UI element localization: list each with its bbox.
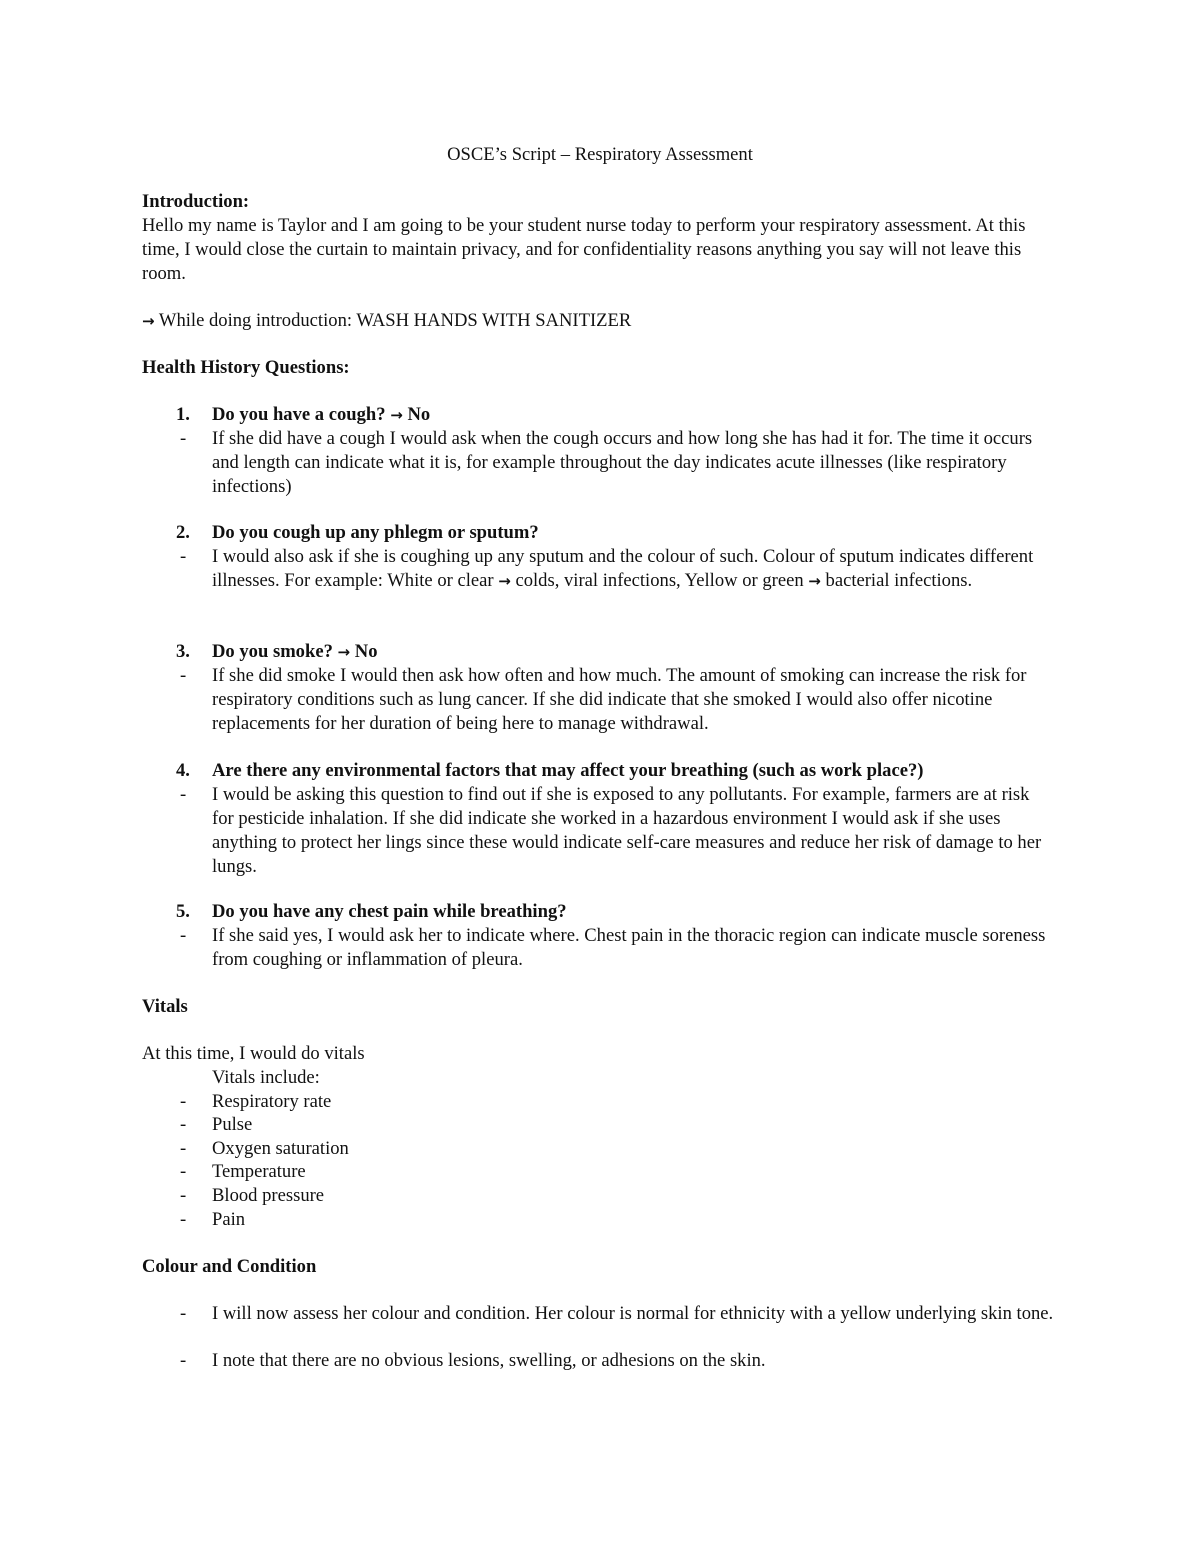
question-text: Do you have a cough? → No: [212, 404, 431, 425]
question-number: 2.: [176, 522, 190, 543]
question-answer: No: [354, 641, 378, 662]
question-note: If she did have a cough I would ask when the cough occurs and how long she has had it for. The time it occurs and length can indicate what it is, for example throughout the day indicates acute illnesses (like respiratory infections): [212, 428, 1033, 497]
right-arrow-icon: →: [337, 643, 351, 661]
list-item: - Pain: [180, 1209, 246, 1230]
list-item: - Oxygen saturation: [180, 1138, 349, 1159]
vitals-item: Temperature: [212, 1161, 306, 1182]
question-number: 5.: [176, 901, 190, 922]
right-arrow-icon: →: [390, 406, 403, 424]
list-item: - I will now assess her colour and condition. Her colour is normal for ethnicity with a yellow underlying skin tone.: [180, 1303, 1054, 1324]
vitals-heading: Vitals: [142, 996, 188, 1017]
hand-wash-text: While doing introduction: WASH HANDS WITH SANITIZER: [158, 310, 632, 331]
right-arrow-icon: →: [142, 312, 155, 330]
right-arrow-icon: →: [808, 572, 821, 590]
health-history-heading: Health History Questions:: [142, 357, 350, 378]
vitals-item: Pain: [212, 1209, 246, 1230]
list-item: - Blood pressure: [180, 1185, 325, 1206]
list-item: - I would be asking this question to find out if she is exposed to any pollutants. For example, farmers are at risk for pesticide inhalation. If she did indicate she worked in a hazardous environment I would ask if she uses anything to protect her lings since these would indicate self-care measures and reduce her risk of damage to her lungs.: [180, 784, 1042, 877]
list-item: - If she said yes, I would ask her to indicate where. Chest pain in the thoracic region can indicate muscle soreness from coughing or inflammation of pleura.: [180, 925, 1046, 970]
colour-condition-heading: Colour and Condition: [142, 1256, 317, 1277]
vitals-include-label: Vitals include:: [212, 1067, 320, 1088]
question-number: 3.: [176, 641, 190, 662]
list-item: - If she did smoke I would then ask how often and how much. The amount of smoking can increase the risk for respiratory conditions such as lung cancer. If she did indicate that she smoked I would also offer nicotine replacements for her duration of being here to manage withdrawal.: [180, 665, 1027, 734]
question-number: 1.: [176, 404, 190, 425]
right-arrow-icon: →: [498, 572, 511, 590]
list-item: - Pulse: [180, 1114, 253, 1135]
introduction-heading: Introduction:: [142, 191, 250, 212]
question-number: 4.: [176, 760, 190, 781]
question-note: If she did smoke I would then ask how often and how much. The amount of smoking can increase the risk for respiratory conditions such as lung cancer. If she did indicate that she smoked I would also offer nicotine replacements for her duration of being here to manage withdrawal.: [212, 665, 1027, 734]
question-note: If she said yes, I would ask her to indicate where. Chest pain in the thoracic region can indicate muscle soreness from coughing or inflammation of pleura.: [212, 925, 1046, 970]
list-item: - If she did have a cough I would ask when the cough occurs and how long she has had it for. The time it occurs and length can indicate what it is, for example throughout the day indicates acute illnesses (like respiratory infections): [180, 428, 1033, 497]
colour-condition-note: I will now assess her colour and condition. Her colour is normal for ethnicity with a yellow underlying skin tone.: [212, 1303, 1054, 1324]
vitals-item: Oxygen saturation: [212, 1138, 349, 1159]
list-item: - I note that there are no obvious lesions, swelling, or adhesions on the skin.: [180, 1350, 766, 1371]
vitals-intro: At this time, I would do vitals: [142, 1043, 365, 1064]
introduction-text: Hello my name is Taylor and I am going to be your student nurse today to perform your respiratory assessment. At this time, I would close the curtain to maintain privacy, and for confidentiality reasons anything you say will not leave this room.: [142, 215, 1026, 284]
question-note: I would be asking this question to find out if she is exposed to any pollutants. For example, farmers are at risk for pesticide inhalation. If she did indicate she worked in a hazardous environment I would ask if she uses anything to protect her lings since these would indicate self-care measures and reduce her risk of damage to her lungs.: [212, 784, 1042, 877]
vitals-item: Pulse: [212, 1114, 253, 1135]
list-item: - Temperature: [180, 1161, 306, 1182]
question-text: Do you have any chest pain while breathing?: [212, 901, 567, 922]
hand-wash-line: [142, 309, 631, 333]
vitals-item: Blood pressure: [212, 1185, 325, 1206]
question-text: Do you smoke? → No: [212, 641, 378, 662]
question-answer: No: [407, 404, 431, 425]
vitals-item: Respiratory rate: [212, 1091, 332, 1112]
list-item: - I would also ask if she is coughing up any sputum and the colour of such. Colour of sputum indicates different illnesses. For example: White or clear → colds, viral infections, Yellow or green → bacterial infections.: [180, 546, 1034, 591]
question-note: I would also ask if she is coughing up any sputum and the colour of such. Colour of sputum indicates different illnesses. For example: White or clear → colds, viral infections, Yellow or green → bacterial infections.: [212, 546, 1034, 591]
list-item: - Respiratory rate: [180, 1091, 332, 1112]
question-text: Are there any environmental factors that may affect your breathing (such as work place?): [212, 760, 924, 781]
question-text: Do you cough up any phlegm or sputum?: [212, 522, 539, 543]
colour-condition-note: I note that there are no obvious lesions, swelling, or adhesions on the skin.: [212, 1350, 766, 1371]
document-title: OSCE’s Script – Respiratory Assessment: [447, 144, 753, 165]
